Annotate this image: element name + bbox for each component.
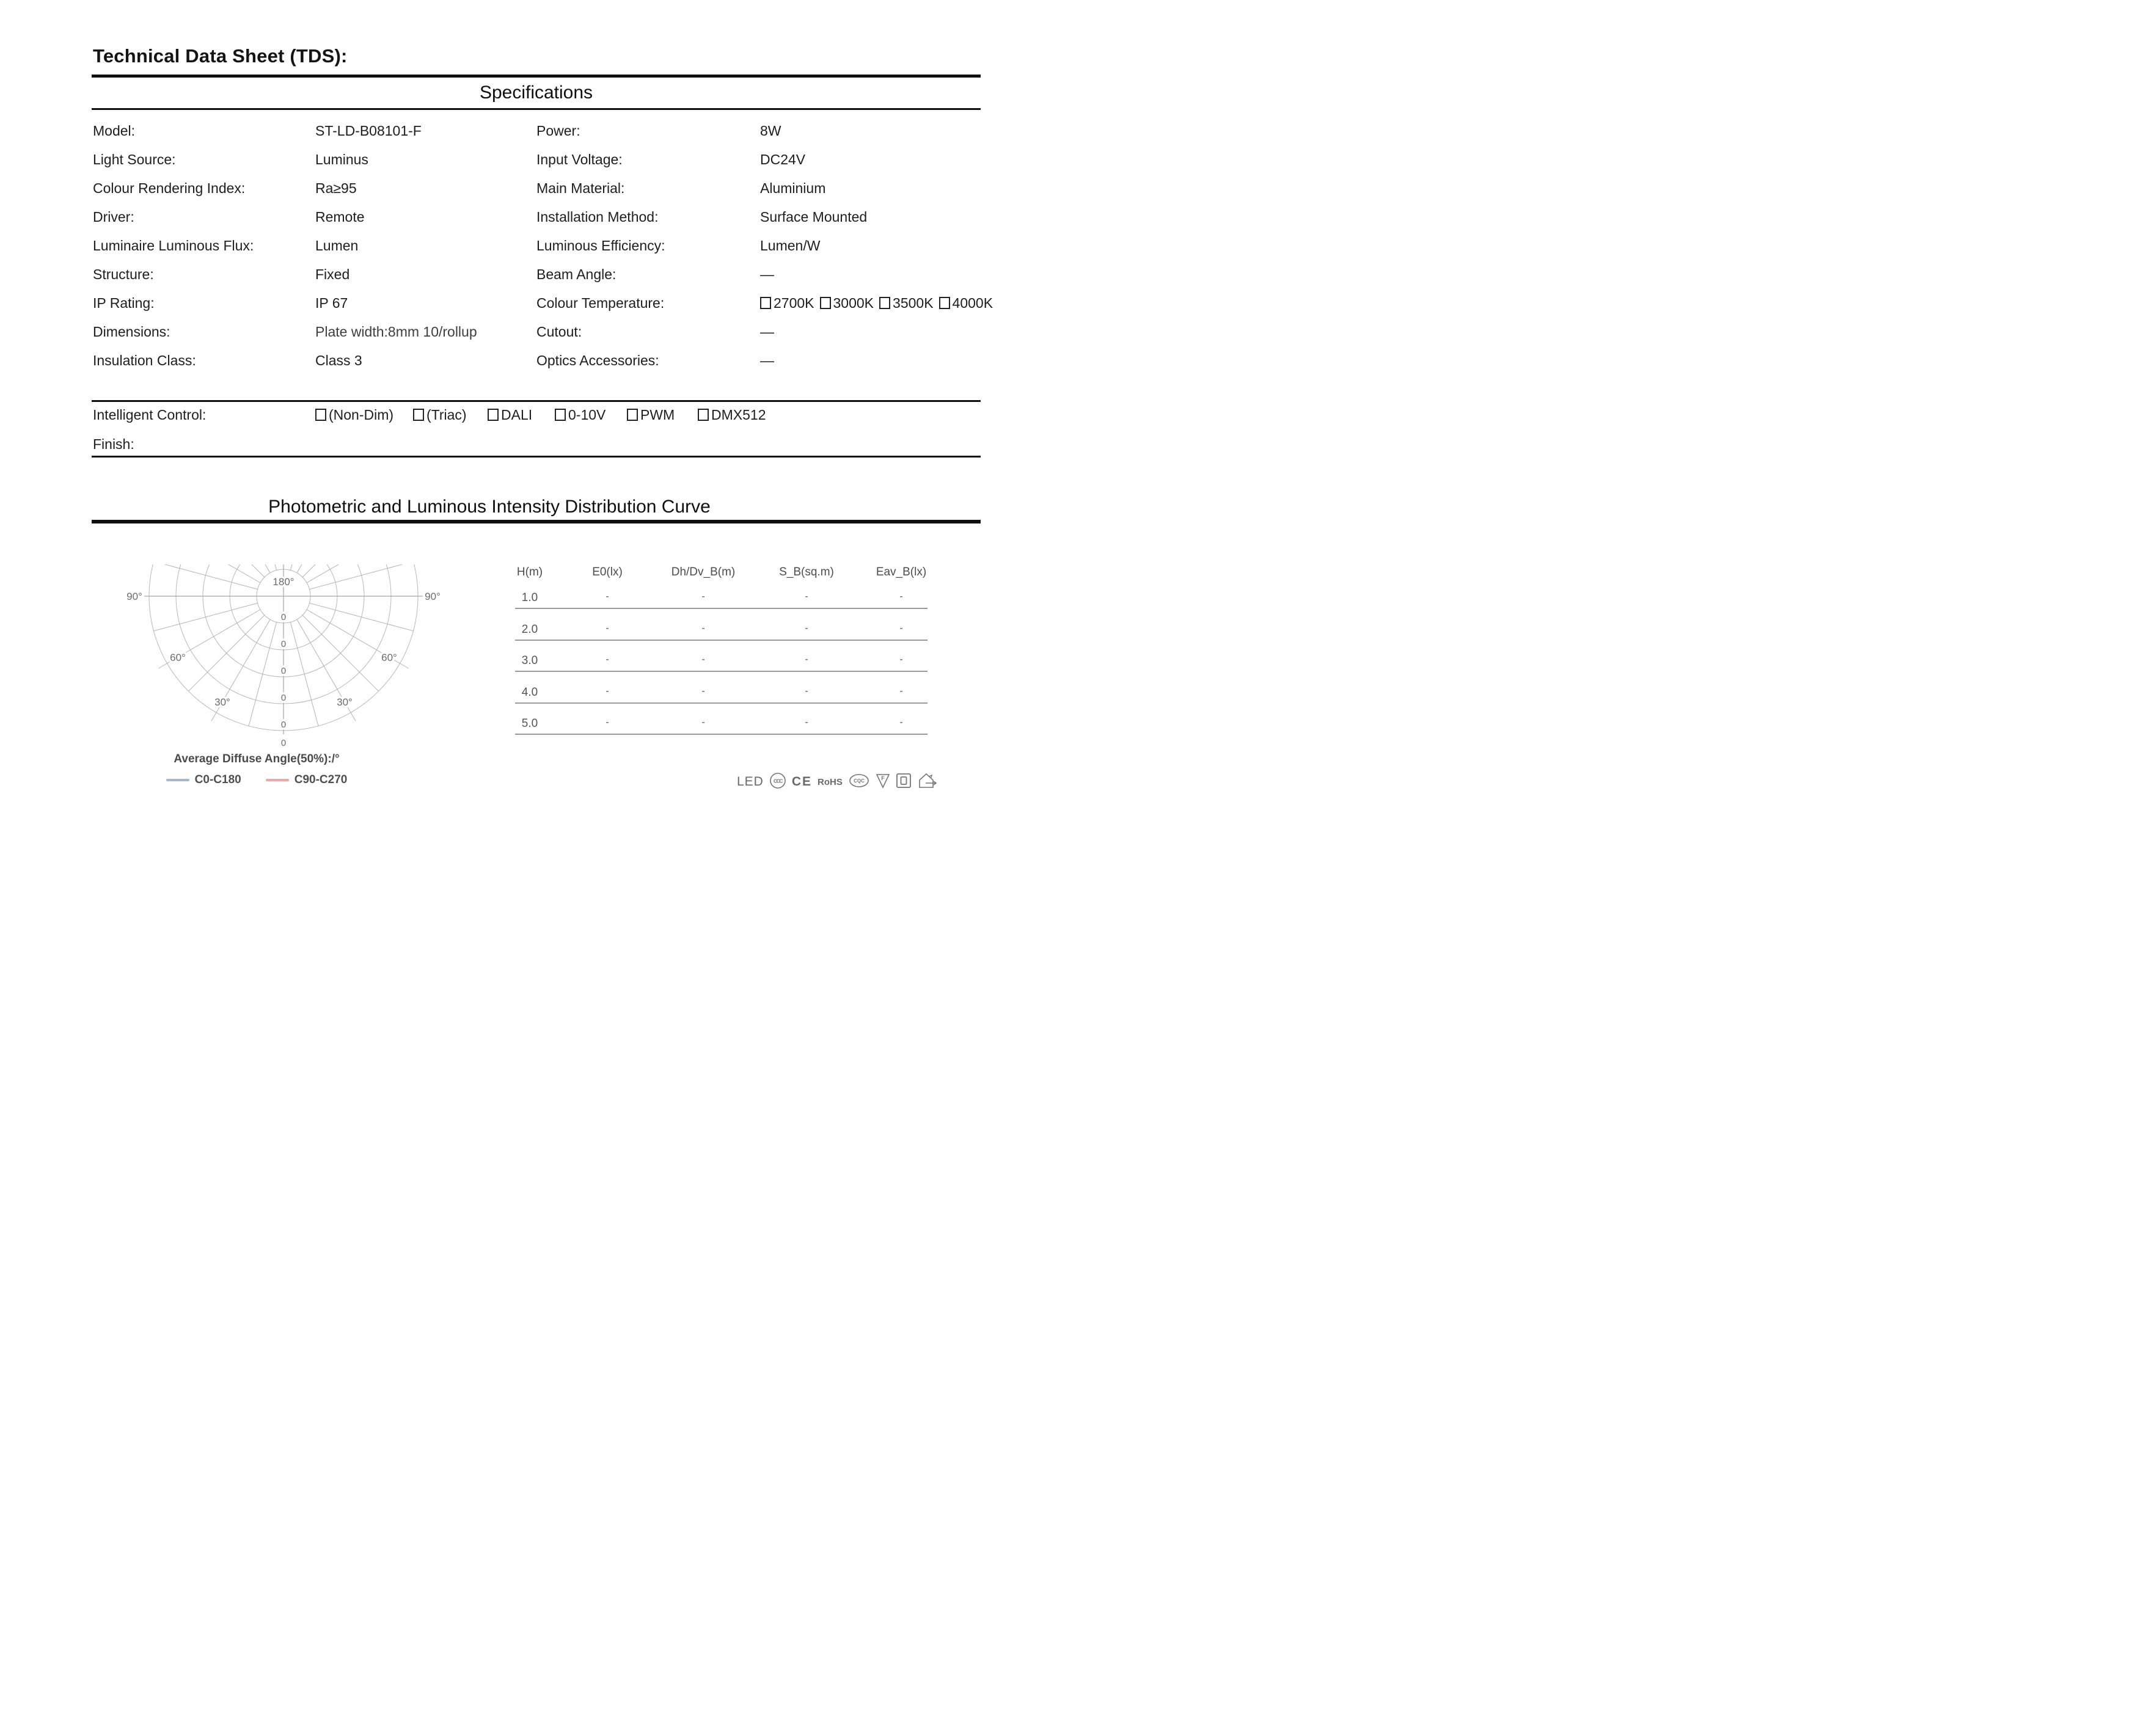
- spec-label: Dimensions:: [93, 324, 170, 340]
- checkbox-option: [413, 407, 467, 423]
- control-section-divider-top: [92, 400, 981, 402]
- spec-value: Fixed: [315, 266, 350, 282]
- spec-label: Beam Angle:: [536, 266, 616, 282]
- table-cell: -: [606, 686, 609, 696]
- spec-label: Insulation Class:: [93, 352, 196, 368]
- svg-text:90°: 90°: [425, 591, 441, 602]
- checkbox-label: DALI: [501, 407, 533, 423]
- house-icon: [917, 772, 937, 792]
- spec-label: Driver:: [93, 209, 134, 225]
- spec-label: Cutout:: [536, 324, 582, 340]
- spec-label: Structure:: [93, 266, 154, 282]
- svg-text:60°: 60°: [381, 652, 397, 663]
- control-section-divider-bottom: [92, 456, 981, 458]
- photometric-heading: Photometric and Luminous Intensity Distribution Curve: [268, 497, 711, 517]
- spec-label: Optics Accessories:: [536, 352, 659, 368]
- spec-value: DC24V: [760, 151, 806, 167]
- checkbox[interactable]: [820, 297, 831, 309]
- table-cell: -: [899, 591, 903, 602]
- table-header: H(m): [516, 566, 543, 578]
- spec-row: [0, 324, 1072, 342]
- specifications-divider: [92, 108, 981, 110]
- chart-caption: Average Diffuse Angle(50%):/°: [174, 753, 340, 765]
- table-row-divider: [515, 702, 927, 704]
- checkbox[interactable]: [879, 297, 890, 309]
- spec-row: [0, 209, 1072, 227]
- table-cell: -: [606, 591, 609, 602]
- spec-row: [0, 352, 1072, 371]
- svg-text:F: F: [881, 775, 885, 781]
- spec-value: Remote: [315, 209, 365, 225]
- svg-text:0: 0: [280, 612, 287, 622]
- legend-item: [266, 773, 348, 787]
- table-cell: -: [701, 654, 705, 665]
- svg-text:CCC: CCC: [773, 778, 782, 784]
- table-row-divider: [515, 734, 927, 735]
- svg-text:90°: 90°: [126, 591, 142, 602]
- checkbox-option: [939, 295, 993, 311]
- checkbox-label: PWM: [640, 407, 675, 423]
- polar-distribution-chart: [112, 564, 455, 766]
- photometric-divider: [92, 520, 981, 523]
- tds-page: [0, 0, 1072, 868]
- checkbox[interactable]: [315, 409, 326, 421]
- photometric-data-table: [515, 566, 937, 749]
- spec-value: Luminus: [315, 151, 368, 167]
- svg-text:0: 0: [280, 639, 287, 649]
- title-divider: [92, 75, 981, 78]
- checkbox-option: [698, 407, 766, 423]
- spec-label: Main Material:: [536, 180, 625, 196]
- spec-label: Luminous Efficiency:: [536, 238, 665, 253]
- svg-text:0: 0: [280, 666, 287, 676]
- table-header: Eav_B(lx): [876, 566, 927, 578]
- checkbox-label: 3000K: [833, 295, 874, 311]
- table-cell: -: [701, 686, 705, 696]
- table-row-divider: [515, 608, 927, 609]
- checkbox[interactable]: [760, 297, 771, 309]
- table-cell: -: [606, 623, 609, 633]
- spec-row: [0, 151, 1072, 170]
- cqc-icon: [848, 773, 870, 792]
- table-cell: -: [899, 686, 903, 696]
- checkbox-option: [820, 295, 874, 311]
- spec-value: Lumen: [315, 238, 359, 253]
- table-cell: -: [805, 686, 808, 696]
- table-cell: -: [899, 717, 903, 728]
- spec-label: Luminaire Luminous Flux:: [93, 238, 254, 253]
- checkbox-option: [879, 295, 934, 311]
- spec-value: Plate width:8mm 10/rollup: [315, 324, 477, 340]
- ccc-icon: [769, 772, 786, 792]
- checkbox[interactable]: [627, 409, 638, 421]
- checkbox-option: [488, 407, 532, 423]
- svg-text:0: 0: [280, 720, 287, 730]
- spec-label: IP Rating:: [93, 295, 155, 311]
- checkbox-label: 4000K: [952, 295, 993, 311]
- spec-row: [0, 180, 1072, 199]
- checkbox-label: (Triac): [426, 407, 467, 423]
- checkbox[interactable]: [555, 409, 566, 421]
- checkbox[interactable]: [698, 409, 709, 421]
- spec-label: Power:: [536, 123, 580, 139]
- vde-f-icon: [876, 773, 890, 792]
- table-cell: 1.0: [521, 591, 538, 604]
- intelligent-control-option: [627, 407, 675, 423]
- spec-value: —: [760, 324, 774, 340]
- intelligent-control-option: [488, 407, 532, 423]
- checkbox-option: [315, 407, 393, 423]
- spec-value: —: [760, 266, 774, 282]
- checkbox-label: 2700K: [774, 295, 814, 311]
- class-ii-icon: [896, 773, 912, 792]
- table-row-divider: [515, 671, 927, 672]
- svg-text:30°: 30°: [214, 696, 230, 708]
- spec-row: [0, 266, 1072, 285]
- svg-text:0: 0: [280, 738, 287, 748]
- table-cell: -: [701, 717, 705, 728]
- table-cell: -: [899, 654, 903, 665]
- intelligent-control-label: Intelligent Control:: [93, 407, 207, 423]
- spec-label: Colour Rendering Index:: [93, 180, 246, 196]
- svg-text:0: 0: [280, 693, 287, 703]
- checkbox-label: DMX512: [711, 407, 766, 423]
- spec-value: Class 3: [315, 352, 362, 368]
- ce-icon: CE: [791, 775, 813, 789]
- checkbox-label: 3500K: [893, 295, 934, 311]
- spec-value: 8W: [760, 123, 781, 139]
- intelligent-control-option: [315, 407, 393, 423]
- rohs-label: RoHS: [818, 776, 843, 787]
- spec-value: Aluminium: [760, 180, 826, 196]
- table-header: E0(lx): [592, 566, 623, 578]
- spec-label: Colour Temperature:: [536, 295, 665, 311]
- spec-label: Model:: [93, 123, 136, 139]
- specifications-heading: Specifications: [479, 82, 593, 103]
- finish-label: Finish:: [93, 436, 134, 452]
- table-cell: -: [701, 623, 705, 633]
- spec-label: Installation Method:: [536, 209, 659, 225]
- svg-text:CQC: CQC: [854, 778, 865, 784]
- checkbox-option: [627, 407, 675, 423]
- intelligent-control-option: [555, 407, 606, 423]
- checkbox-label: (Non-Dim): [329, 407, 394, 423]
- table-cell: -: [805, 591, 808, 602]
- spec-value: Surface Mounted: [760, 209, 868, 225]
- table-row-divider: [515, 640, 927, 641]
- checkbox[interactable]: [488, 409, 499, 421]
- intelligent-control-option: [413, 407, 467, 423]
- spec-row: [0, 295, 1072, 313]
- table-cell: 2.0: [521, 623, 538, 636]
- table-cell: -: [805, 654, 808, 665]
- table-cell: -: [606, 654, 609, 665]
- table-cell: 4.0: [521, 686, 538, 699]
- table-header: S_B(sq.m): [779, 566, 834, 578]
- spec-value: ST-LD-B08101-F: [315, 123, 422, 139]
- spec-row: [0, 238, 1072, 256]
- legend-label: C90-C270: [294, 773, 348, 786]
- spec-value: Lumen/W: [760, 238, 821, 253]
- legend-swatch: [266, 779, 289, 781]
- checkbox-option: [555, 407, 606, 423]
- table-cell: -: [899, 623, 903, 633]
- table-cell: -: [701, 591, 705, 602]
- certification-marks: [737, 770, 937, 794]
- page-title: Technical Data Sheet (TDS):: [93, 45, 348, 67]
- spec-value: Ra≥95: [315, 180, 357, 196]
- checkbox[interactable]: [939, 297, 950, 309]
- table-cell: 5.0: [521, 717, 538, 730]
- spec-label: Light Source:: [93, 151, 176, 167]
- svg-text:60°: 60°: [170, 652, 186, 663]
- svg-text:30°: 30°: [337, 696, 353, 708]
- table-cell: -: [805, 623, 808, 633]
- checkbox-label: 0-10V: [568, 407, 606, 423]
- legend-item: [166, 773, 241, 787]
- led-label: LED: [737, 775, 764, 789]
- spec-row: [0, 123, 1072, 141]
- svg-text:180°: 180°: [273, 576, 295, 588]
- spec-value: —: [760, 352, 774, 368]
- checkbox-option: [760, 295, 814, 311]
- checkbox[interactable]: [413, 409, 424, 421]
- table-cell: -: [805, 717, 808, 728]
- table-cell: -: [606, 717, 609, 728]
- chart-legend: [112, 773, 401, 787]
- spec-value: IP 67: [315, 295, 348, 311]
- legend-label: C0-C180: [194, 773, 241, 786]
- table-header: Dh/Dv_B(m): [671, 566, 736, 578]
- colour-temperature-options: [760, 295, 998, 312]
- intelligent-control-option: [698, 407, 766, 423]
- spec-label: Input Voltage:: [536, 151, 623, 167]
- table-cell: 3.0: [521, 654, 538, 667]
- legend-swatch: [166, 779, 189, 781]
